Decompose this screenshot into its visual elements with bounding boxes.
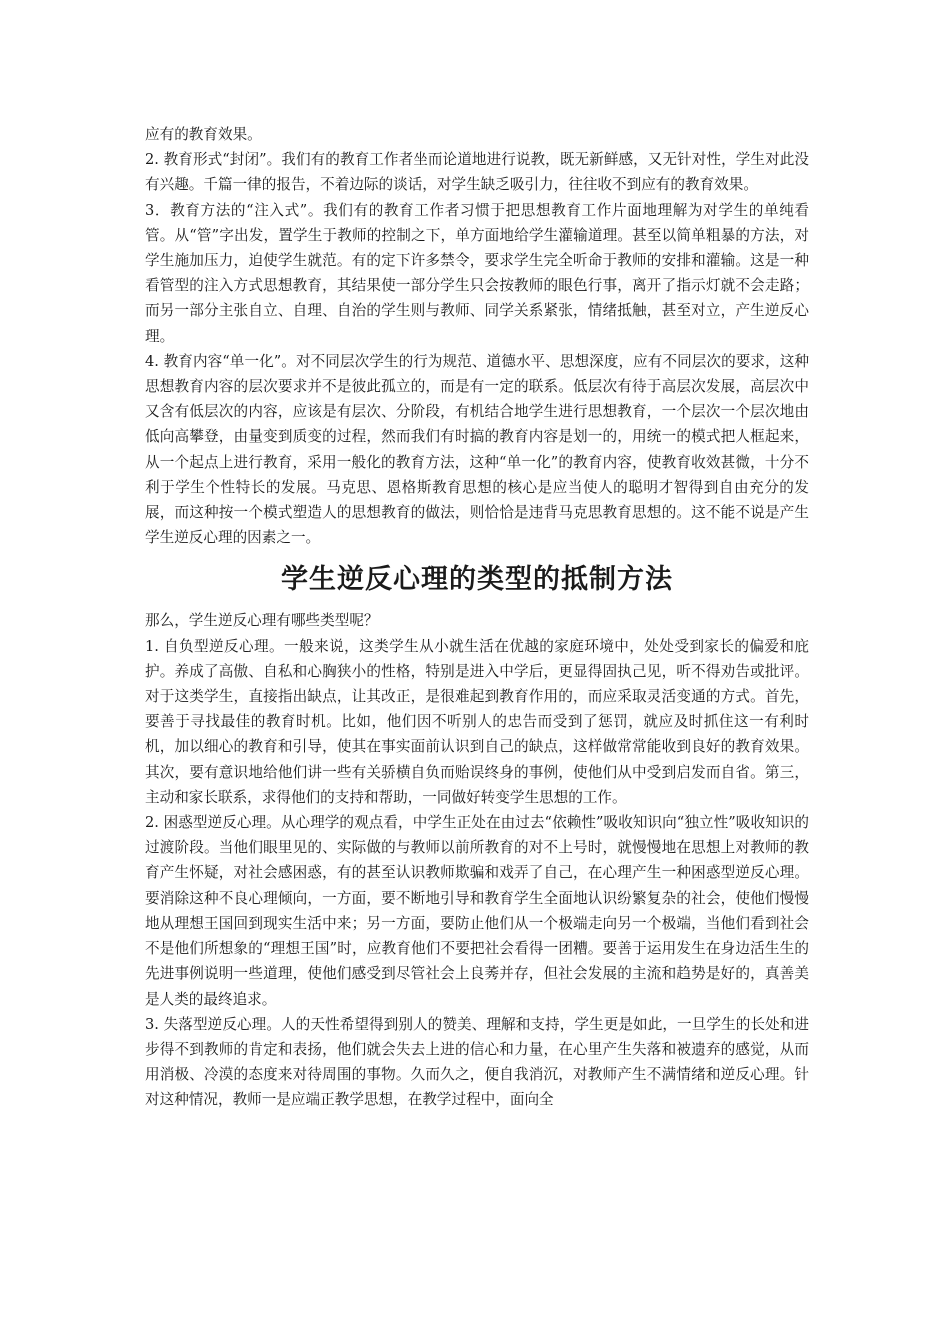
paragraph-conceited-type: 1. 自负型逆反心理。一般来说，这类学生从小就生活在优越的家庭环境中，处处受到家长的偏爱和庇护。养成了高傲、自私和心胸狭小的性格，特别是进入中学后，更显得固执己见，听不得劝告或批评。对于这类学生，直接指出缺点，让其改正，是很难起到教育作用的，而应采取灵活变通的方式。首先，要善于寻找最佳的教育时机。比如，他们因不听别人的忠告而受到了惩罚，就应及时抓住这一有利时机，加以细心的教育和引导，使其在事实面前认识到自己的缺点，这样做常常能收到良好的教育效果。其次，要有意识地给他们讲一些有关骄横自负而贻误终身的事例，使他们从中受到启发而自省。第三，主动和家长联系，求得他们的支持和帮助，一同做好转变学生思想的工作。 <box>145 637 809 806</box>
document-page <box>145 122 809 1113</box>
paragraph-confused-type: 2. 困惑型逆反心理。从心理学的观点看，中学生正处在由过去“依赖性”吸收知识向“独立性”吸收知识的过渡阶段。当他们眼里见的、实际做的与教师以前所教育的对不上号时，就慢慢地在思想上对教师的教育产生怀疑，对社会感困惑，有的甚至认识教师欺骗和戏弄了自己，在心理产生一种困惑型逆反心理。要消除这种不良心理倾向，一方面，要不断地引导和教育学生全面地认识纷繁复杂的社会，使他们慢慢地从理想王国回到现实生活中来；另一方面，要防止他们从一个极端走向另一个极端，当他们看到社会不是他们所想象的“理想王国”时，应教育他们不要把社会看得一团糟。要善于运用发生在身边活生生的先进事例说明一些道理，使他们感受到尽管社会上良莠并存，但社会发展的主流和趋势是好的，真善美是人类的最终追求。 <box>145 814 809 1008</box>
paragraph-injection-method: 3．教育方法的“注入式”。我们有的教育工作者习惯于把思想教育工作片面地理解为对学生的单纯看管。从“管”字出发，置学生于教师的控制之下，单方面地给学生灌输道理。甚至以简单粗暴的方法，对学生施加压力，迫使学生就范。有的定下许多禁令，要求学生完全听命于教师的安排和灌输。这是一种看管型的注入方式思想教育，其结果使一部分学生只会按教师的眼色行事，离开了指示灯就不会走路；而另一部分主张自立、自理、自治的学生则与教师、同学关系紧张，情绪抵触，甚至对立，产生逆反心理。 <box>145 201 809 345</box>
paragraph-closed-form: 2. 教育形式“封闭”。我们有的教育工作者坐而论道地进行说教，既无新鲜感，又无针对性，学生对此没有兴趣。千篇一律的报告，不着边际的谈话，对学生缺乏吸引力，往往收不到应有的教育效果。 <box>145 151 809 194</box>
paragraph-single-content: 4. 教育内容“单一化”。对不同层次学生的行为规范、道德水平、思想深度，应有不同层次的要求，这种思想教育内容的层次要求并不是彼此孤立的，而是有一定的联系。低层次有待于高层次发展，高层次中又含有低层次的内容，应该是有层次、分阶段，有机结合地学生进行思想教育，一个层次一个层次地由低向高攀登，由量变到质变的过程，然而我们有时搞的教育内容是划一的，用统一的模式把人框起来，从一个起点上进行教育，采用一般化的教育方法，这种“单一化”的教育内容，使教育收效甚微，十分不利于学生个性特长的发展。马克思、恩格斯教育思想的核心是应当使人的聪明才智得到自由充分的发展，而这种按一个模式塑造人的思想教育的做法，则恰恰是违背马克思教育思想的。这不能不说是产生学生逆反心理的因素之一。 <box>145 352 809 547</box>
paragraph-intro-question: 那么，学生逆反心理有哪些类型呢？ <box>145 612 379 630</box>
section-heading: 学生逆反心理的类型的抵制方法 <box>281 564 673 596</box>
paragraph-lost-type: 3. 失落型逆反心理。人的天性希望得到别人的赞美、理解和支持，学生更是如此，一旦学生的长处和进步得不到教师的肯定和表扬，他们就会失去上进的信心和力量，在心里产生失落和被遗弃的感觉，从而用消极、冷漠的态度来对待周围的事物。久而久之，便自我消沉，对教师产生不满情绪和逆反心理。针对这种情况，教师一是应端正教学思想，在教学过程中，面向全 <box>145 1015 809 1109</box>
paragraph-continuation: 应有的教育效果。 <box>145 126 262 143</box>
